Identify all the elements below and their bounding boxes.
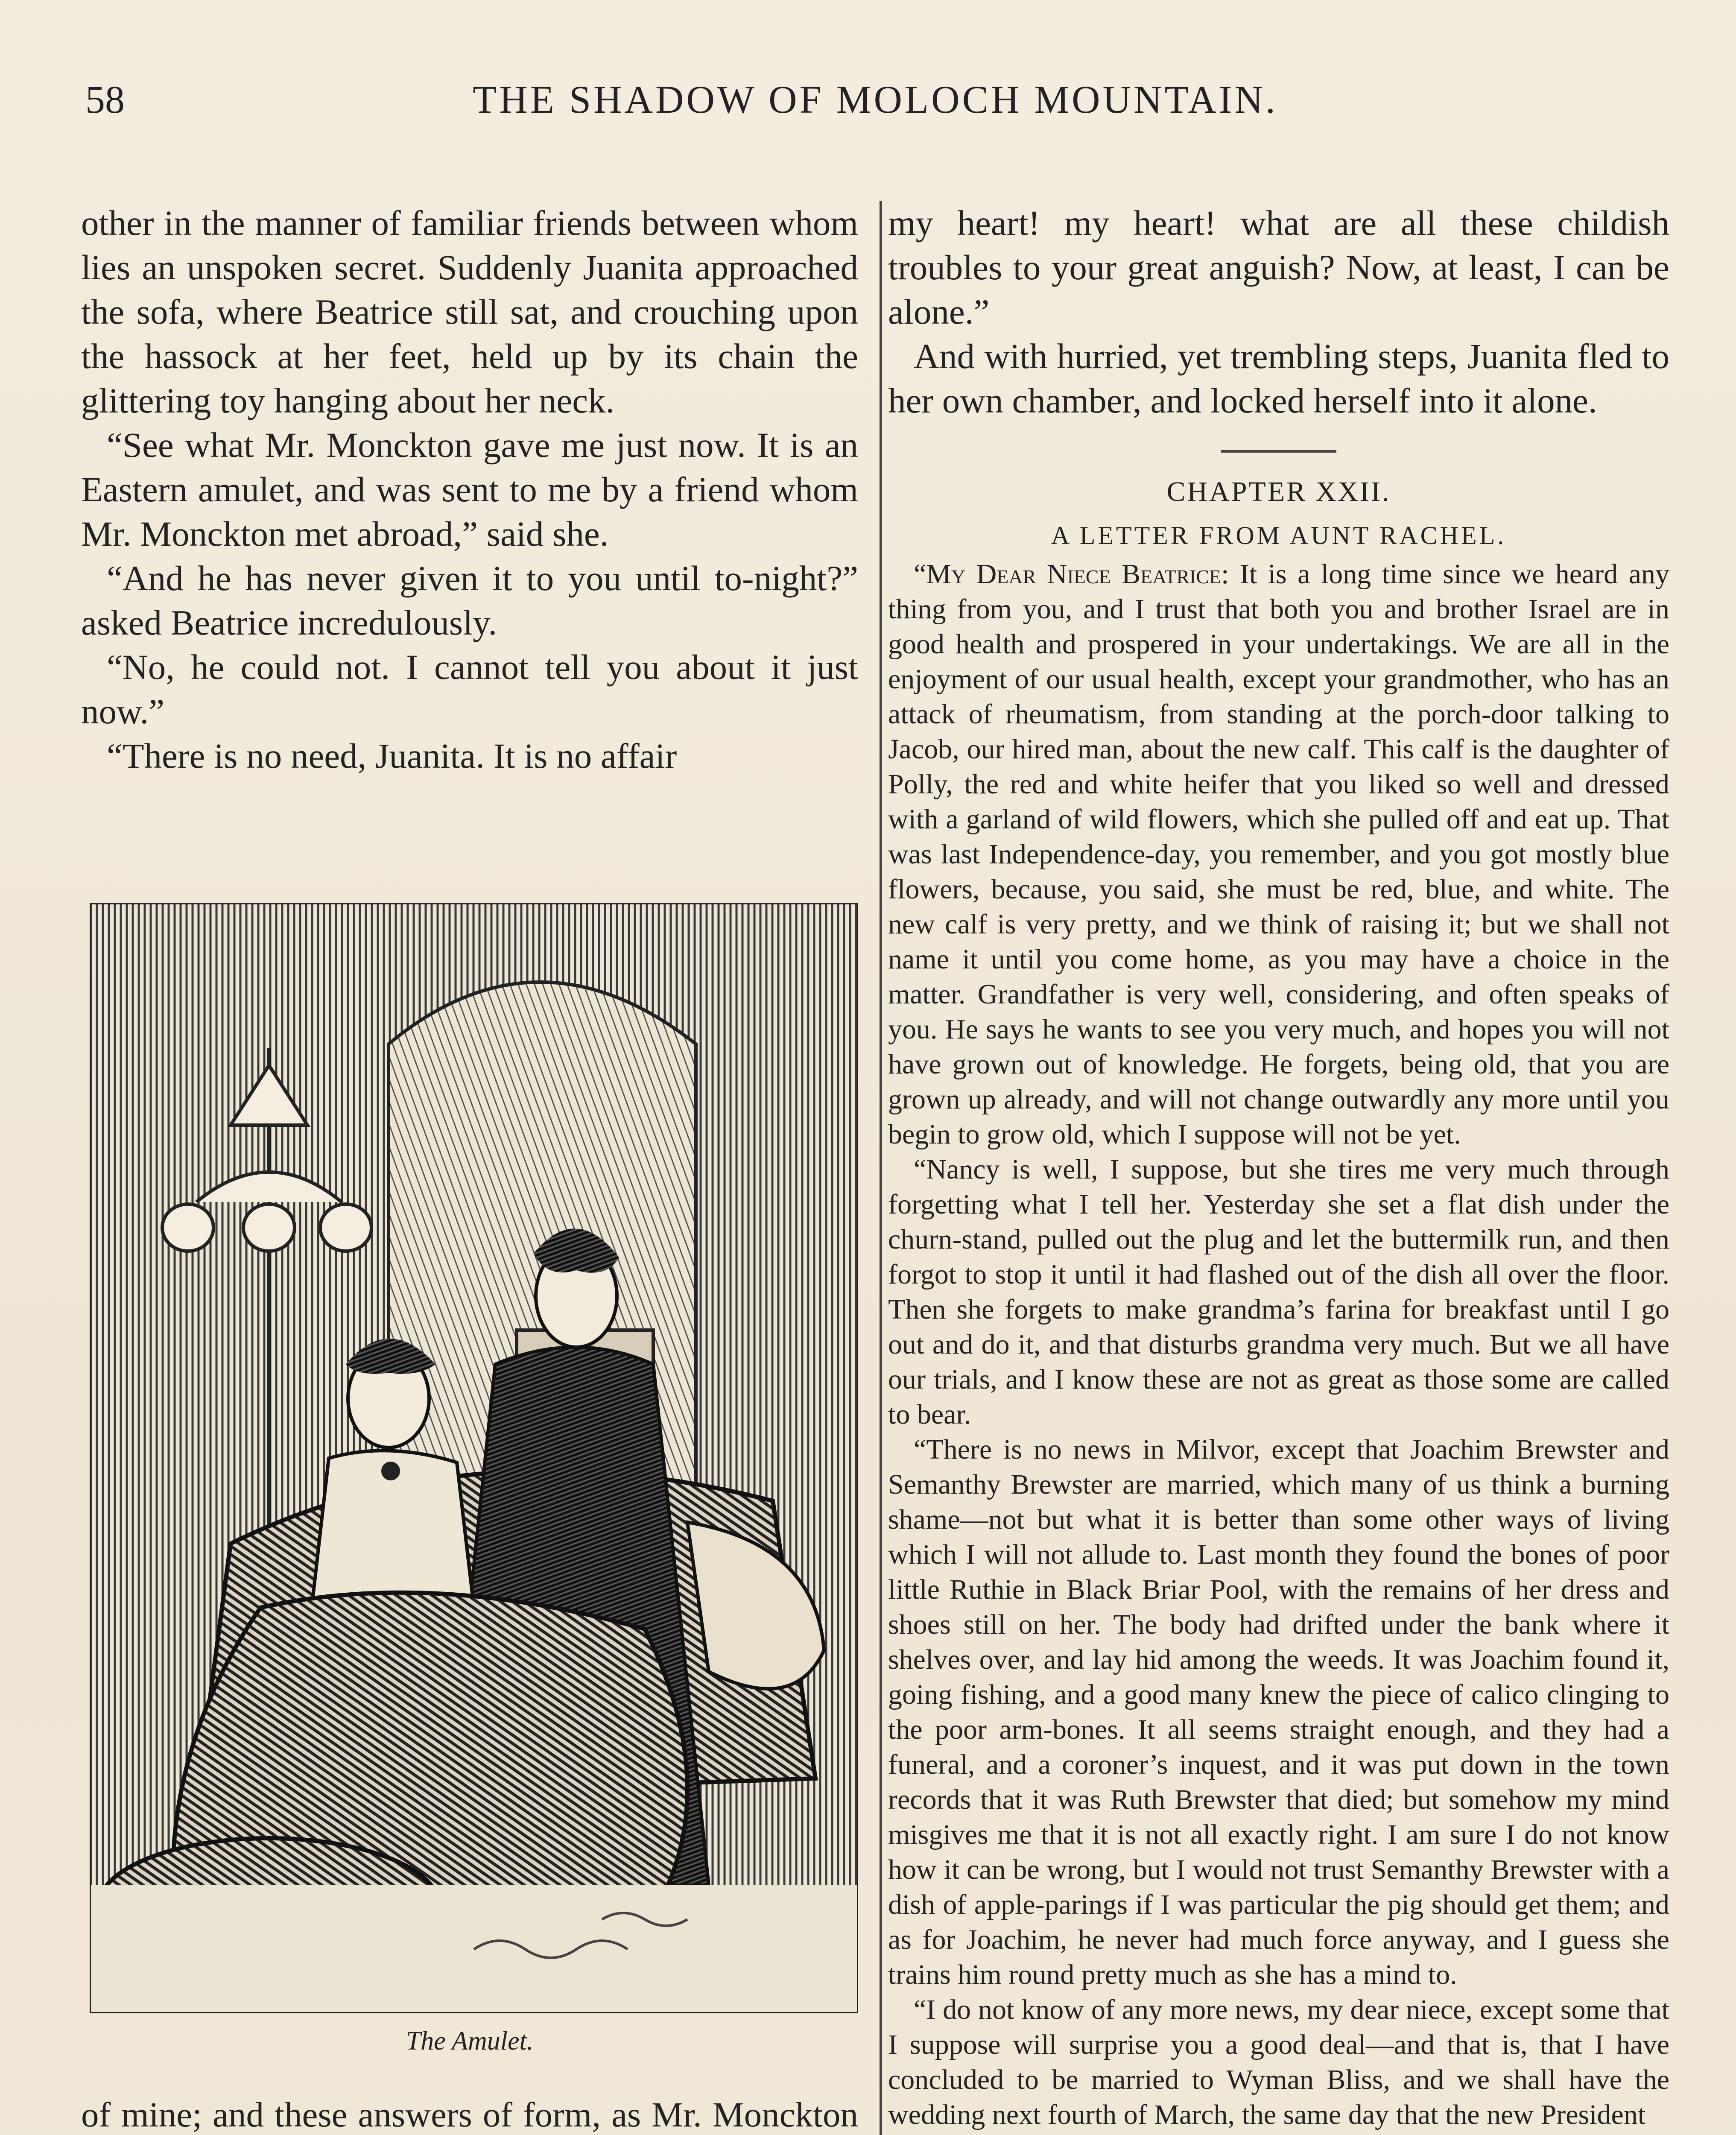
paragraph: And with hurried, yet trembling steps, Juanita fled to her own chamber, and locked herself into it alone. [888,336,1669,420]
letter-opening [888,557,1669,1152]
illustration-caption: The Amulet. [406,2027,534,2056]
column-divider [880,201,882,2135]
letter-paragraph: “I do not know of any more news, my dear niece, except some that I suppose will surprise you a good deal—and that is, that I have concluded to be married to Wyman Bliss, and we shall have the wedding next fourth of March, the same day that the new President [888,1994,1669,2130]
paragraph: “There is no need, Juanita. It is no affair [107,736,677,775]
paragraph: other in the manner of familiar friends between whom lies an unspoken secret. Suddenly Juanita approached the sofa, where Beatrice still sat, and crouching upon the hassock at her feet, held up by its chain the glittering toy hanging about her neck. [81,203,858,420]
letter-body [888,557,1669,2132]
section-rule [1221,450,1336,453]
letter-paragraph: “Nancy is well, I suppose, but she tires me very much through forgetting what I tell her. Yesterday she set a flat dish under the churn-stand, pulled out the plug and let the buttermilk run, and then forgot to stop it until it had flashed out of the dish all over the floor. Then she forgets to make grandma’s farina for breakfast until I go out and do it, and that disturbs grandma very much. But we all have our trials, and I know these are not as great as those some are called to bear. [888,1154,1669,1430]
paragraph: “And he has never given it to you until to-night?” asked Beatrice incredulously. [81,559,858,642]
paragraph: my heart! my heart! what are all these childish troubles to your great anguish? Now, at least, I can be alone.” [888,203,1669,331]
page-number: 58 [85,78,125,121]
chapter-subtitle: A LETTER FROM AUNT RACHEL. [1051,521,1507,550]
left-column-lower [81,2092,858,2135]
chapter-title: CHAPTER XXII. [1166,476,1391,507]
running-title: THE SHADOW OF MOLOCH MOUNTAIN. [473,78,1278,121]
page-header [85,73,1665,132]
right-column [888,201,1669,2132]
paragraph: “No, he could not. I cannot tell you about it just now.” [81,647,858,731]
paragraph: “See what Mr. Monckton gave me just now. It is an Eastern amulet, and was sent to me by a friend whom Mr. Monckton met abroad,” said she. [81,425,858,553]
paragraph: of mine; and these answers of form, as Mr. Monckton [81,2095,858,2134]
letter-salutation: “My Dear Niece Beatrice: [914,559,1229,590]
letter-paragraph: It is a long time since we heard any thing from you, and I trust that both you and brother Israel are in good health and prospered in your undertakings. We are all in the enjoyment of our usual health, except your grandmother, who has an attack of rheumatism, from standing at the porch-door talking to Jacob, our hired man, about the new calf. This calf is the daughter of Polly, the red and white heifer that you liked so well and dressed with a garland of wild flowers, which she pulled off and eat up. That was last Independence-day, you remember, and you got mostly blue flowers, because, you said, she must be red, blue, and white. The new calf is very pretty, and we think of raising it; but we shall not name it until you come home, as you may have a choice in the matter. Grandfather is very well, considering, and often speaks of you. He says he wants to see you very much, and hopes you will not have grown out of knowledge. He forgets, being old, that you are grown up already, and will not change outwardly any more until you begin to grow old, which I suppose will not be yet. [888,559,1669,1150]
engraving-illustration [90,903,858,2013]
left-column-upper [81,201,858,778]
letter-paragraph: “There is no news in Milvor, except that Joachim Brewster and Semanthy Brewster are married, which many of us think a burning shame—not but what it is better than some other ways of living which I will not allude to. Last month they found the bones of poor little Ruthie in Black Briar Pool, with the remains of her dress and shoes still on her. The body had drifted under the bank where it shelves over, and lay hid among the weeds. It was Joachim found it, going fishing, and a good many knew the piece of calico clinging to the poor arm-bones. It all seems straight enough, and they had a funeral, and a coroner’s inquest, and it was put down in the town records that it was Ruth Brewster that died; but somehow my mind misgives me that it is not all exactly right. I am sure I do not know how it can be wrong, but I would not trust Semanthy Brewster with a dish of apple-parings if I was particular the pig should get them; and as for Joachim, he never had much force anyway, and I guess she trains him round pretty much as she has a mind to. [888,1434,1669,1990]
